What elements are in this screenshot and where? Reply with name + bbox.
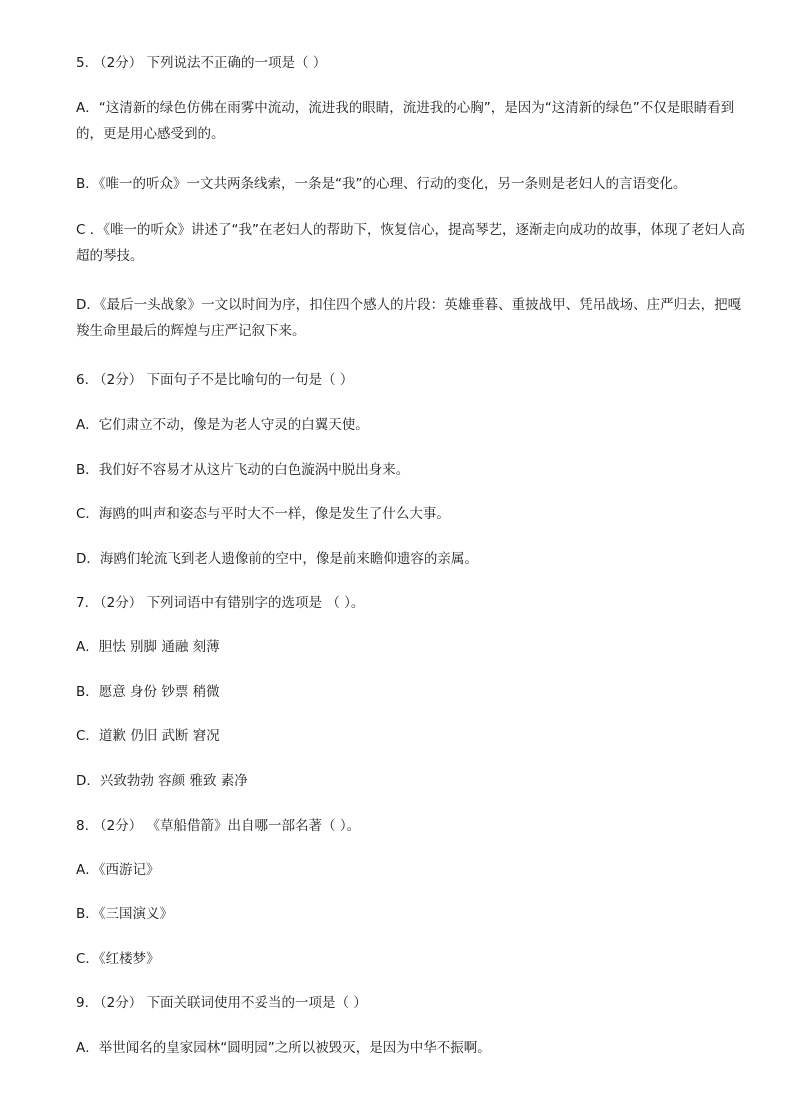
question-7-option-c: C．道歉 仍旧 武断 窘况 (76, 728, 220, 744)
question-8-option-a: A．《西游记》 (76, 862, 160, 878)
question-7-stem: 7. （2分） 下列词语中有错别字的选项是 （ ）。 (76, 595, 365, 611)
question-6-stem: 6. （2分） 下面句子不是比喻句的一句是（ ） (76, 372, 354, 388)
question-6-option-b: B．我们好不容易才从这片飞动的白色漩涡中脱出身来。 (76, 462, 410, 478)
question-5-option-d: D．《最后一头战象》一文以时间为序，扣住四个感人的片段：英雄垂暮、重披战甲、凭吊战场、庄严归去，把嘎羧生命里最后的辉煌与庄严记叙下来。 (76, 297, 742, 339)
question-6-option-c: C．海鸥的叫声和姿态与平时大不一样，像是发生了什么大事。 (76, 506, 450, 522)
question-6-option-d: D．海鸥们轮流飞到老人遗像前的空中，像是前来瞻仰遗容的亲属。 (76, 551, 478, 567)
question-8-stem: 8. （2分） 《草船借箭》出自哪一部名著（ ）。 (76, 818, 361, 834)
question-5-stem: 5. （2分） 下列说法不正确的一项是（ ） (76, 55, 327, 71)
question-6-option-a: A．它们肃立不动，像是为老人守灵的白翼天使。 (76, 417, 369, 433)
question-5-option-b: B．《唯一的听众》一文共两条线索，一条是“我”的心理、行动的变化，另一条则是老妇人的言语变化。 (76, 176, 687, 192)
question-9-stem: 9. （2分） 下面关联词使用不妥当的一项是（ ） (76, 995, 367, 1011)
question-7-option-d: D．兴致勃勃 容颜 雅致 素净 (76, 773, 248, 789)
question-5-option-c: C ．《唯一的听众》讲述了“我”在老妇人的帮助下，恢复信心，提高琴艺，逐渐走向成功的故事，体现了老妇人高超的琴技。 (76, 222, 745, 264)
question-8-option-b: B．《三国演义》 (76, 906, 174, 922)
question-9-option-a: A．举世闻名的皇家园林“圆明园”之所以被毁灭，是因为中华不振啊。 (76, 1040, 491, 1056)
question-7-option-a: A．胆怯 别脚 通融 刻薄 (76, 639, 220, 655)
question-8-option-c: C．《红楼梦》 (76, 951, 160, 967)
question-7-option-b: B．愿意 身份 钞票 稍微 (76, 684, 220, 700)
question-5-option-a: A．“这清新的绿色仿佛在雨雾中流动，流进我的眼睛，流进我的心胸”，是因为“这清新的绿色”不仅是眼睛看到的，更是用心感受到的。 (76, 100, 735, 142)
